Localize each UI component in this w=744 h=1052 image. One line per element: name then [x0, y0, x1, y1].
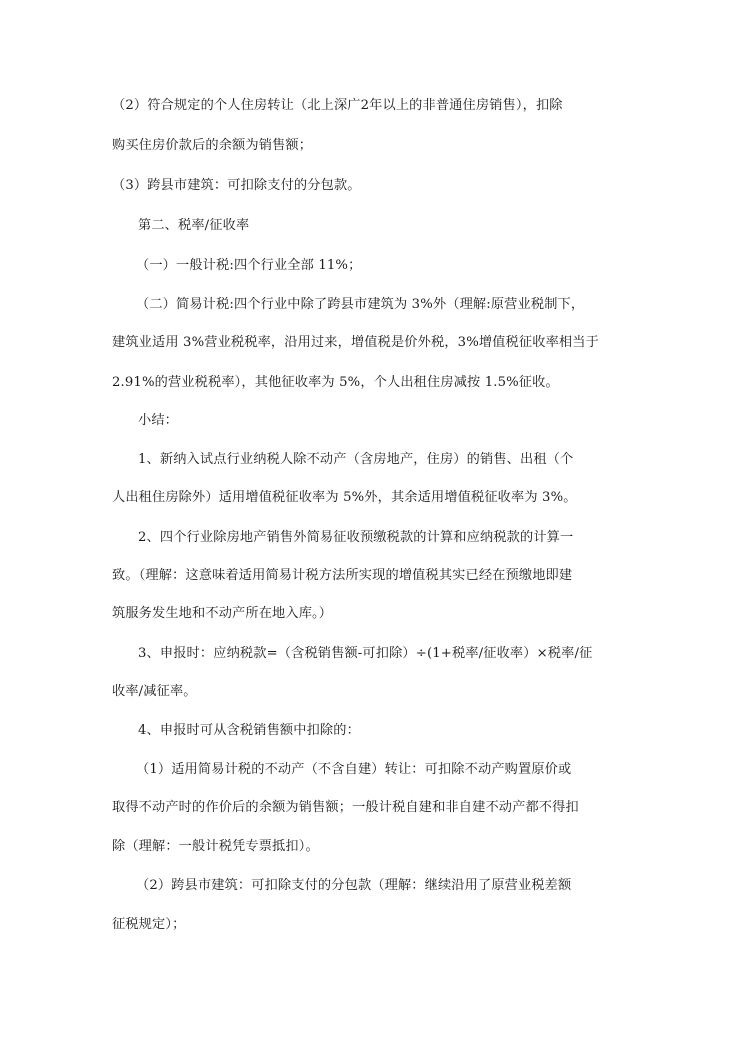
- text-line: 征税规定）；: [112, 917, 186, 932]
- text-line: 建筑业适用 3%营业税税率，沿用过来，增值税是价外税，3%增值税征收率相当于: [112, 335, 599, 350]
- text-line: 1、新纳入试点行业纳税人除不动产（含房地产，住房）的销售、出租（个: [138, 452, 574, 467]
- text-line: （3）跨县市建筑：可扣除支付的分包款。: [112, 178, 361, 193]
- text-line: 人出租住房除外）适用增值税征收率为 5%外，其余适用增值税征收率为 3%。: [112, 490, 577, 505]
- text-line: （2）符合规定的个人住房转让（北上深广2年以上的非普通住房销售），扣除: [112, 98, 563, 113]
- summary-heading: 小结：: [138, 413, 179, 428]
- text-line: （1）适用简易计税的不动产（不含自建）转让：可扣除不动产购置原价或: [136, 762, 572, 777]
- text-line: 收率/减征率。: [112, 684, 197, 699]
- text-line: 除（理解：一般计税凭专票抵扣）。: [112, 839, 319, 854]
- text-line: 购买住房价款后的余额为销售额；: [112, 138, 313, 153]
- text-line: （一）一般计税:四个行业全部 11%；: [136, 258, 362, 273]
- text-line: 筑服务发生地和不动产所在地入库。）: [112, 606, 333, 621]
- text-line: 取得不动产时的作价后的余额为销售额；一般计税自建和非自建不动产都不得扣: [112, 800, 579, 815]
- section-heading: 第二、税率/征收率: [138, 218, 250, 233]
- text-line: 3、申报时：应纳税款=（含税销售额-可扣除）÷(1+税率/征收率）×税率/征: [138, 646, 593, 661]
- text-line: 2、四个行业除房地产销售外简易征收预缴税款的计算和应纳税款的计算一: [138, 530, 574, 545]
- text-line: （二）简易计税:四个行业中除了跨县市建筑为 3%外（理解:原营业税制下，: [136, 297, 585, 312]
- text-line: 4、申报时可从含税销售额中扣除的：: [138, 723, 360, 738]
- text-line: 致。（理解：这意味着适用简易计税方法所实现的增值税其实已经在预缴地即建: [112, 568, 573, 583]
- text-line: 2.91%的营业税税率），其他征收率为 5%，个人出租住房减按 1.5%征收。: [112, 375, 559, 390]
- text-line: （2）跨县市建筑：可扣除支付的分包款（理解：继续沿用了原营业税差额: [136, 878, 572, 893]
